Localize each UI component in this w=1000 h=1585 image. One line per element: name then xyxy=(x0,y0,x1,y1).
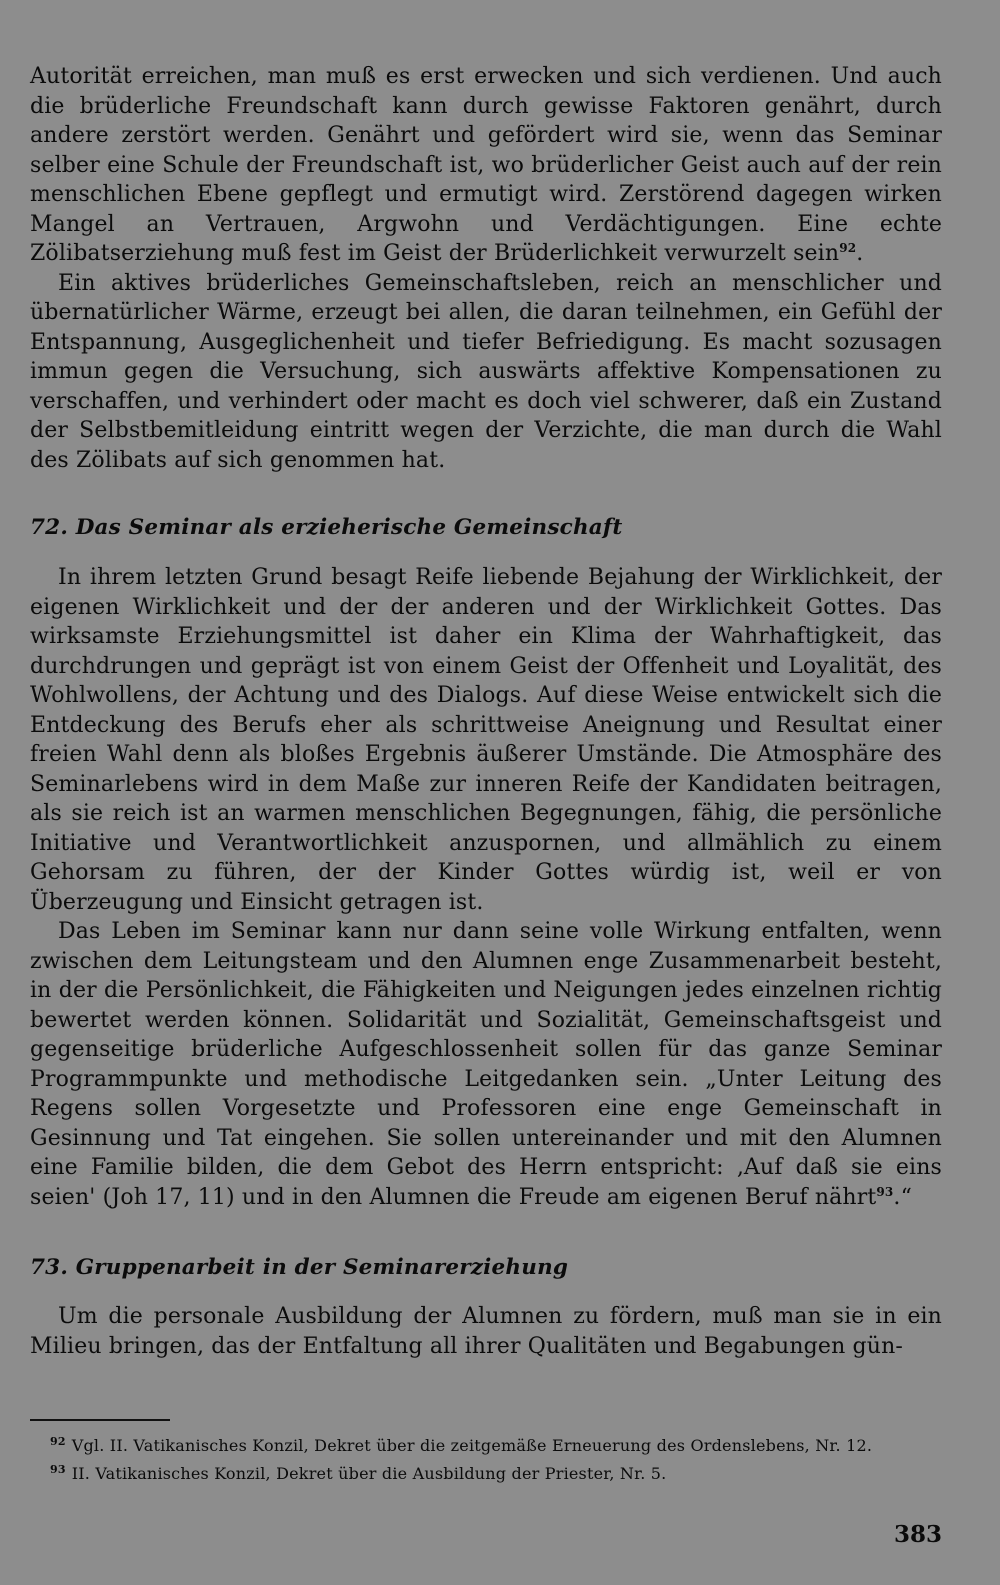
section-heading-72: 72. Das Seminar als erzieherische Gemeinschaft xyxy=(30,515,623,540)
paragraph-1 xyxy=(30,62,942,269)
paragraph-3: In ihrem letzten Grund besagt Reife liebende Bejahung der Wirklichkeit, der eigenen Wirklichkeit und der der anderen und der Wirklichkeit Gottes. Das wirksamste Erziehungsmittel ist daher ein Klima der Wahrhaftigkeit, das durchdrungen und geprägt ist von einem Geist der Offenheit und Loyalität, des Wohlwollens, der Achtung und des Dialogs. Auf diese Weise entwickelt sich die Entdeckung des Berufs eher als schrittweise Aneignung und Resultat einer freien Wahl denn als bloßes Ergebnis äußerer Umstände. Die Atmosphäre des Seminarlebens wird in dem Maße zur inneren Reife der Kandidaten beitragen, als sie reich ist an warmen menschlichen Begegnungen, fähig, die persönliche Initiative und Verantwortlichkeit anzuspornen, und allmählich zu einem Gehorsam zu führen, der der Kinder Gottes würdig ist, weil er von Überzeugung und Einsicht getragen ist. xyxy=(30,565,942,915)
paragraph-5: Um die personale Ausbildung der Alumnen zu fördern, muß man sie in ein Milieu bringen, das der Entfaltung all ihrer Qualitäten und Begabungen gün- xyxy=(30,1304,942,1359)
footnote-92 xyxy=(30,1430,942,1458)
page-number: 383 xyxy=(893,1521,942,1548)
footnote-text: Vgl. II. Vatikanisches Konzil, Dekret über die zeitgemäße Erneuerung des Ordenslebens, Nr. 12. xyxy=(71,1436,873,1455)
footnotes xyxy=(30,1430,942,1486)
paragraph-1-end: . xyxy=(856,241,864,266)
footnote-number: 93 xyxy=(50,1463,66,1476)
paragraph-4-end: .“ xyxy=(893,1184,912,1210)
footnote-number: 92 xyxy=(50,1435,66,1448)
footnote-text: II. Vatikanisches Konzil, Dekret über die Ausbildung der Priester, Nr. 5. xyxy=(71,1464,667,1483)
footnote-ref-93[interactable]: 93 xyxy=(876,1184,894,1199)
footnote-ref-92[interactable]: 92 xyxy=(839,241,857,255)
paragraph-4-text: Das Leben im Seminar kann nur dann seine volle Wirkung entfalten, wenn zwischen dem Leitungsteam und den Alumnen enge Zusammenarbeit besteht, in der die Persönlichkeit, die Fähigkeiten und Neigungen jedes einzelnen richtig bewertet werden können. Solidarität und Sozialität, Gemeinschaftsgeist und gegenseitige brüderliche Aufgeschlossenheit sollen für das ganze Seminar Programmpunkte und methodische Leitgedanken sein. „Unter Leitung des Regens sollen Vorgesetzte und Professoren eine enge Gemeinschaft in Gesinnung und Tat eingehen. Sie sollen untereinander und mit den Alumnen eine Familie bilden, die dem Gebot des Herrn entspricht: ‚Auf daß sie eins seien' (Joh 17, 11) und in den Alumnen die Freude am eigenen Beruf nährt xyxy=(30,919,942,1210)
footnote-separator xyxy=(30,1419,170,1421)
paragraph-2: Ein aktives brüderliches Gemeinschaftsleben, reich an menschlicher und übernatürlicher Wärme, erzeugt bei allen, die daran teilnehmen, ein Gefühl der Entspannung, Ausgeglichenheit und tiefer Befriedigung. Es macht sozusagen immun gegen die Versuchung, sich auswärts affektive Kompensationen zu verschaffen, und verhindert oder macht es doch viel schwerer, daß ein Zustand der Selbstbemitleidung eintritt wegen der Verzichte, die man durch die Wahl des Zölibats auf sich genommen hat. xyxy=(30,270,942,473)
paragraph-4 xyxy=(30,917,942,1212)
section-heading-73: 73. Gruppenarbeit in der Seminarerziehung xyxy=(30,1255,569,1280)
footnote-93 xyxy=(30,1458,942,1486)
paragraph-1-text: Autorität erreichen, man muß es erst erwecken und sich verdienen. Und auch die brüderliche Freundschaft kann durch gewisse Faktoren genährt, durch andere zerstört werden. Genährt und gefördert wird sie, wenn das Seminar selber eine Schule der Freundschaft ist, wo brüderlicher Geist auch auf der rein menschlichen Ebene gepflegt und ermutigt wird. Zerstörend dagegen wirken Mangel an Vertrauen, Argwohn und Verdächtigungen. Eine echte Zölibatserziehung muß fest im Geist der Brüderlichkeit verwurzelt sein xyxy=(30,64,942,266)
